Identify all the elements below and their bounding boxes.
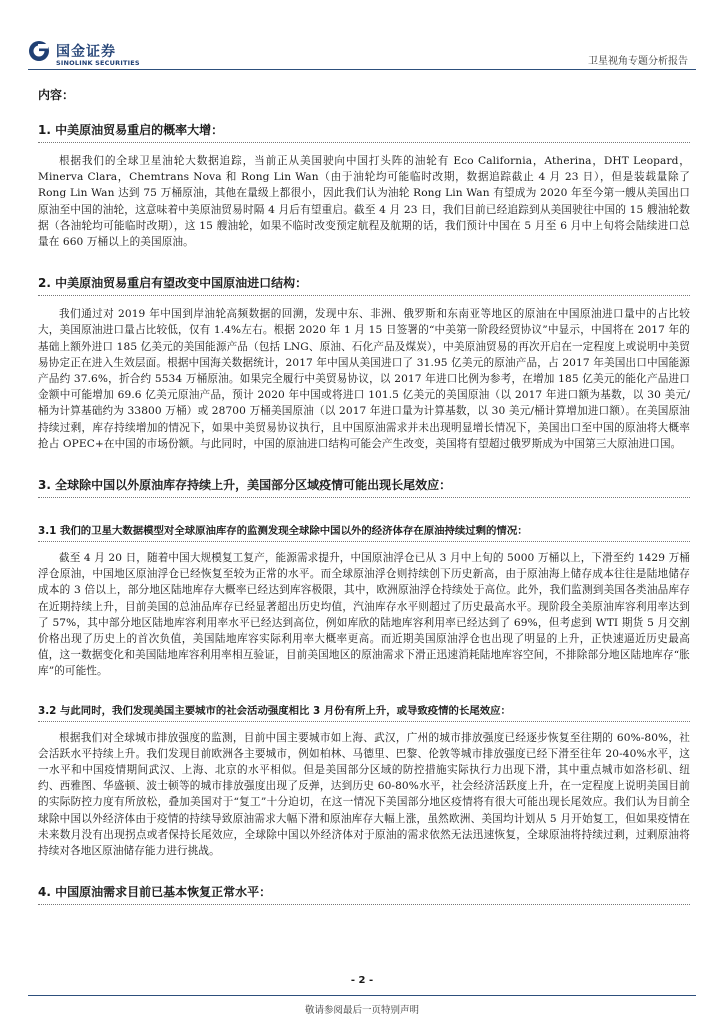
brand-name-cn: 国金证券: [56, 44, 116, 60]
contents-title: 内容：: [38, 88, 75, 102]
section-3-heading: 3. 全球除中国以外原油库存持续上升，美国部分区域疫情可能出现长尾效应：: [38, 476, 690, 498]
header-divider: [28, 69, 696, 70]
section-3-2-paragraph: 根据我们对全球城市排放强度的监测，目前中国主要城市如上海、武汉，广州的城市排放强度已经逐步恢复至往期的 60%-80%，社会活跃水平持续上升。我们发现目前欧洲各主要城市，例如柏林、马德里、巴黎、伦敦等城市排放强度已经下滑至往年 20-40%水平，这一水平和中国疫情期间武汉、上海、北京的水平相似。但是美国部分区域的防控措施实际执行力出现下滑，其中重点城市如洛杉矶、纽约、西雅图、华盛顿、波士顿等的城市排放强度出现了反弹，达到历史 60-80%水平，社会经济活跃度上升，在一定程度上说明美国目前的实际防控力度有所放松，叠加美国对于“复工”十分迫切，在这一情况下美国部分地区疫情将有很大可能出现长尾效应。我们认为目前全球除中国以外经济体由于疫情的持续导致原油需求大幅下滑和原油库存大幅上涨，虽然欧洲、美国均计划从 5 月开始复工，但如果疫情在未来数月没有出现拐点或者保持长尾效应，全球除中国以外经济体对于原油的需求依然无法迅速恢复，全球原油将持续过剩，过剩原油将持续对各地区原油储存能力进行挑战。: [38, 731, 690, 858]
section-4: [38, 883, 690, 905]
section-2: [38, 274, 690, 452]
section-1-heading: 1. 中美原油贸易重启的概率大增：: [38, 121, 690, 143]
section-3-2-heading: 3.2 与此同时，我们发现美国主要城市的社会活动强度相比 3 月份有所上升，或导致疫情的长尾效应：: [38, 702, 690, 722]
section-2-paragraph: 我们通过对 2019 年中国到岸油轮高频数据的回溯，发现中东、非洲、俄罗斯和东南亚等地区的原油在中国原油进口量中的占比较大，美国原油进口量占比较低，仅有 1.4%左右。根据 2020 年 1 月 15 日签署的“中美第一阶段经贸协议”中显示，中国将在 2017 年的基础上额外进口 185 亿美元的美国能源产品（包括 LNG、原油、石化产品及煤炭），中美原油贸易的再次开启在一定程度上或说明中美贸易协定正在进入生效层面。根据中国海关数据统计，2017 年中国从美国进口了 31.95 亿美元的原油产品，占 2017 年美国出口中国能源产品约 37.6%，折合约 5534 万桶原油。如果完全履行中美贸易协议，以 2017 年进口比例为参考，在增加 185 亿美元的能化产品进口金额中可能增加 69.6 亿美元原油产品，预计 2020 年中国或将进口 101.5 亿美元的美国原油（以 2017 年进口额为基数，以 30 美元/桶为计算基础约为 33800 万桶）或 28700 万桶美国原油（以 2017 年进口量为计算基数，以 30 美元/桶计算增加进口额）。在美国原油持续过剩，库存持续增加的情况下，如果中美贸易协议执行，且中国原油需求并未出现明显增长情况下，美国出口至中国的原油将大概率抢占 OPEC+在中国的市场份额。与此同时，中国的原油进口结构可能会产生改变，美国将有望超过俄罗斯成为中国第三大原油进口国。: [38, 308, 690, 450]
page-header: [0, 0, 724, 72]
section-2-heading: 2. 中美原油贸易重启有望改变中国原油进口结构：: [38, 274, 690, 296]
section-3-1-paragraph: 截至 4 月 20 日，随着中国大规模复工复产，能源需求提升，中国原油浮仓已从 3 月中上旬的 5000 万桶以上，下滑至约 1429 万桶浮仓原油，中国地区原油浮仓已经恢复至较为正常的水平。而全球原油浮仓则持续创下历史新高，由于原油海上储存成本往往是陆地储存成本的 3 倍以上，部分地区陆地库存大概率已经达到库容极限，其中，欧洲原油浮仓持续处于高位。此外，我们监测到美国各类油品库存在近期持续上升，目前美国的总油品库存已经显著超出历史均值，汽油库存水平则超过了历史最高水平。现阶段全美原油库容利用率达到了 57%，其中部分地区陆地库容利用率水平已经达到高位，例如库欣的陆地库容利用率已经达到了 69%，但考虑到 WTI 期货 5 月交割价格出现了历史上的首次负值，美国陆地库容实际利用率大概率更高。而近期美国原油浮仓也出现了明显的上升，正快速逼近历史最高值，这一数据变化和美国陆地库容利用率相互验证，目前美国地区的原油需求下滑正迅速消耗陆地库容空间，不排除部分地区陆地库存“胀库”的可能性。: [38, 552, 690, 678]
page-number: - 2 -: [350, 975, 374, 986]
footer-divider: [28, 995, 696, 996]
document-body: [38, 86, 690, 915]
section-1-paragraph: 根据我们的全球卫星油轮大数据追踪，当前正从美国驶向中国打头阵的油轮有 Eco California，Atherina，DHT Leopard，Minerva Clara，Chemtrans Nova 和 Rong Lin Wan（由于油轮均可能临时改期，数据追踪截止 4 月 23 日），但是装载量除了 Rong Lin Wan 达到 75 万桶原油，其他在量级上都很小，因此我们认为油轮 Rong Lin Wan 有望成为 2020 年至今第一艘从美国出口原油至中国的油轮，这意味着中美原油贸易时隔 4 月后有望重启。截至 4 月 23 日，我们目前已经追踪到从美国驶往中国的 15 艘油轮数据（各油轮均可能临时改期），这 15 艘油轮，如果不临时改变预定航程及航期的话，我们预计中国在 5 月至 6 月中上旬将会陆续进口总量在 660 万桶以上的美国原油。: [38, 155, 690, 249]
report-type-label: 卫星视角专题分析报告: [588, 56, 688, 67]
section-4-heading: 4. 中国原油需求目前已基本恢复正常水平：: [38, 883, 690, 905]
section-3-1-heading: 3.1 我们的卫星大数据模型对全球原油库存的监测发现全球除中国以外的经济体存在原油持续过剩的情况：: [38, 522, 690, 542]
sinolink-logo-icon: [28, 40, 50, 62]
footer-disclaimer: 敬请参阅最后一页特别声明: [304, 1005, 419, 1016]
brand-name-en: SINOLINK SECURITIES: [56, 59, 140, 67]
section-1: [38, 121, 690, 250]
section-3: [38, 476, 690, 859]
